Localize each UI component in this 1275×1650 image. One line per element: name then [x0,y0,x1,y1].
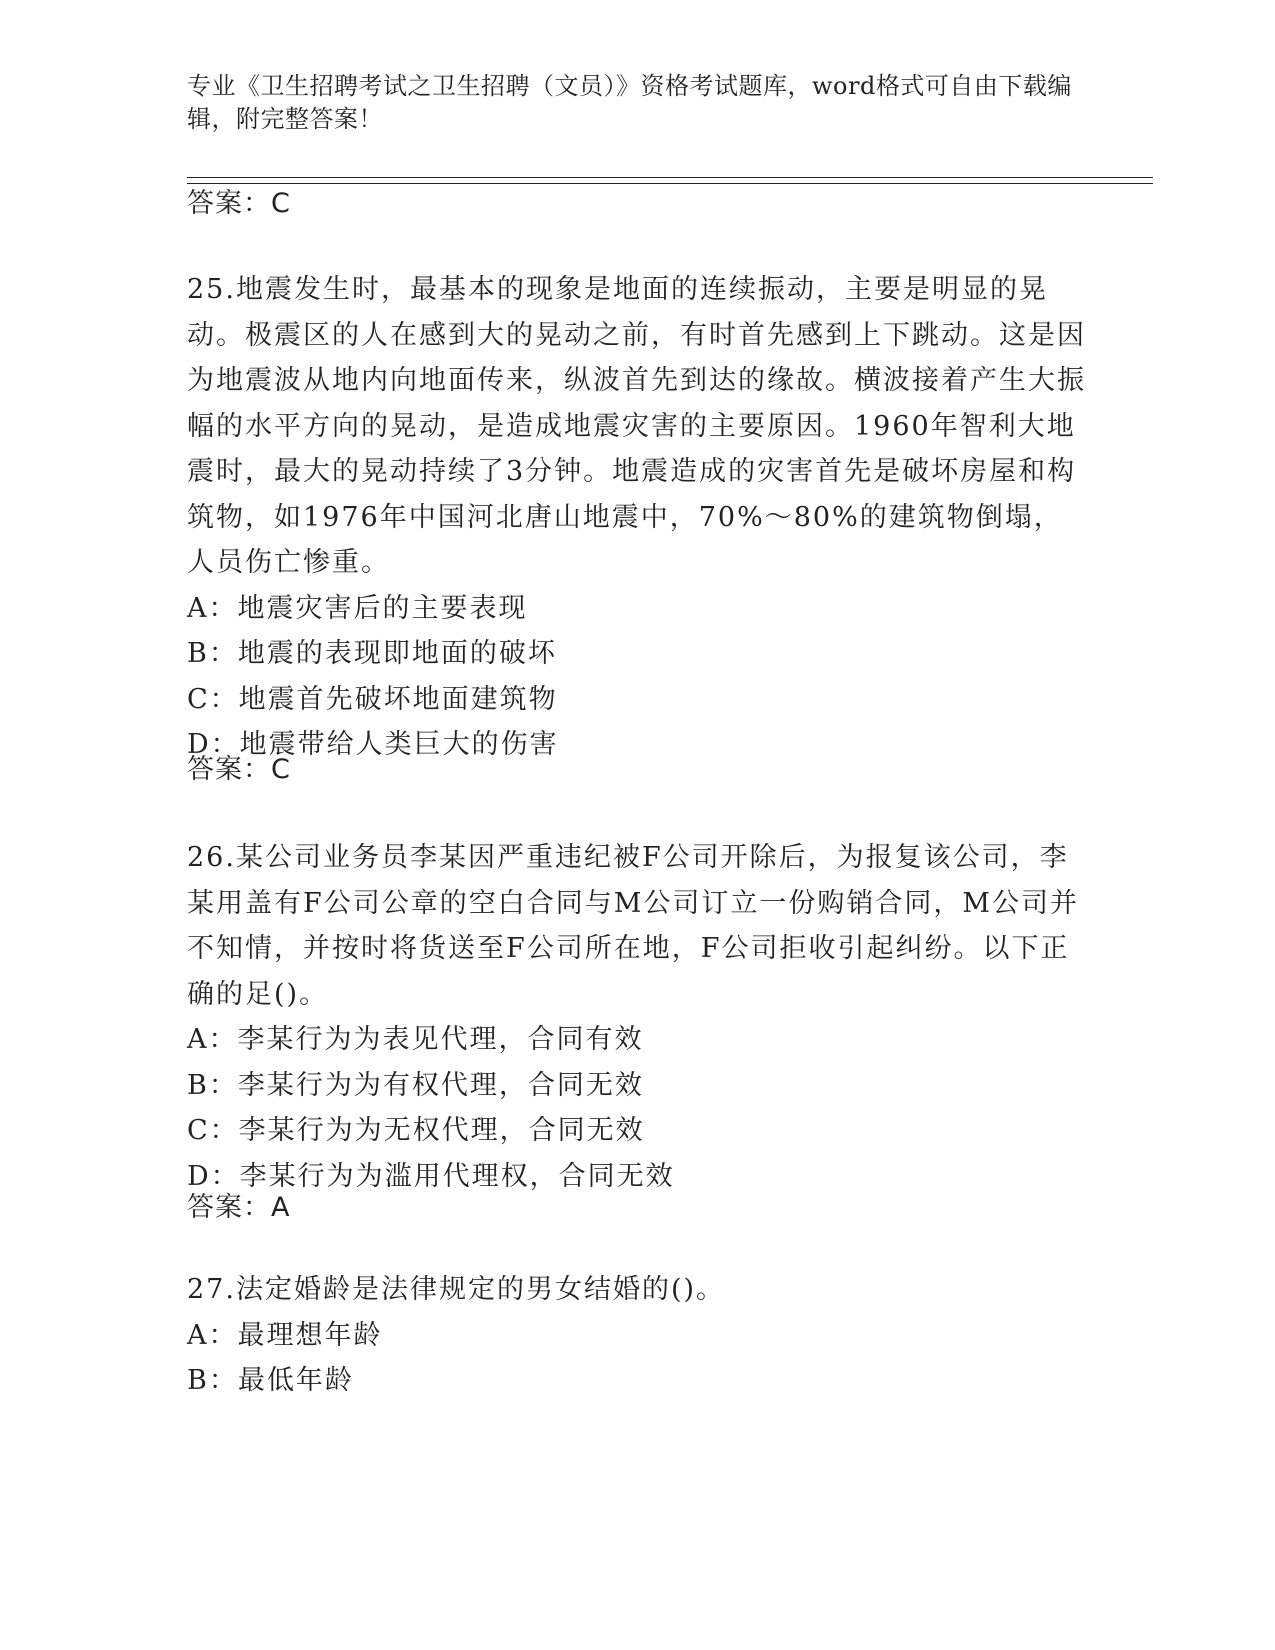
header-divider-bottom [187,183,1153,184]
question-25 [187,267,1087,768]
document-header: 专业《卫生招聘考试之卫生招聘（文员）》资格考试题库，word格式可自由下载编辑，附完整答案！ [187,72,1072,133]
answer-25: 答案：C [187,754,291,785]
question-27 [187,1267,1087,1404]
option-d: D：李某行为为滥用代理权，合同无效 [187,1160,675,1192]
question-stem: 25.地震发生时，最基本的现象是地面的连续振动，主要是明显的晃动。极震区的人在感到大的晃动之前，有时首先感到上下跳动。这是因为地震波从地内向地面传来，纵波首先到达的缘故。横波接着产生大振幅的水平方向的晃动，是造成地震灾害的主要原因。1960年智利大地震时，最大的晃动持续了3分钟。地震造成的灾害首先是破坏房屋和构筑物，如1976年中国河北唐山地震中，70%～80%的建筑物倒塌，人员伤亡惨重。 [187,274,1086,578]
option-a: A：李某行为为表见代理，合同有效 [187,1024,644,1055]
question-26 [187,835,1087,1199]
option-a: A：地震灾害后的主要表现 [187,592,528,624]
option-a: A：最理想年龄 [187,1319,383,1351]
option-c: C：地震首先破坏地面建筑物 [187,683,558,715]
option-d: D：地震带给人类巨大的伤害 [187,729,559,760]
header-divider-top [187,177,1153,178]
question-stem: 27.法定婚龄是法律规定的男女结婚的()。 [187,1274,726,1305]
answer-26: 答案：A [187,1192,291,1223]
option-b: B：地震的表现即地面的破坏 [187,638,557,669]
option-b: B：最低年龄 [187,1365,354,1396]
previous-answer: 答案：C [187,188,291,219]
question-stem: 26.某公司业务员李某因严重违纪被F公司开除后，为报复该公司，李某用盖有F公司公章的空白合同与M公司订立一份购销合同，M公司并不知情，并按时将货送至F公司所在地，F公司拒收引起纠纷。以下正确的足()。 [187,842,1080,1010]
option-b: B：李某行为为有权代理，合同无效 [187,1069,644,1101]
option-c: C：李某行为为无权代理，合同无效 [187,1115,645,1146]
